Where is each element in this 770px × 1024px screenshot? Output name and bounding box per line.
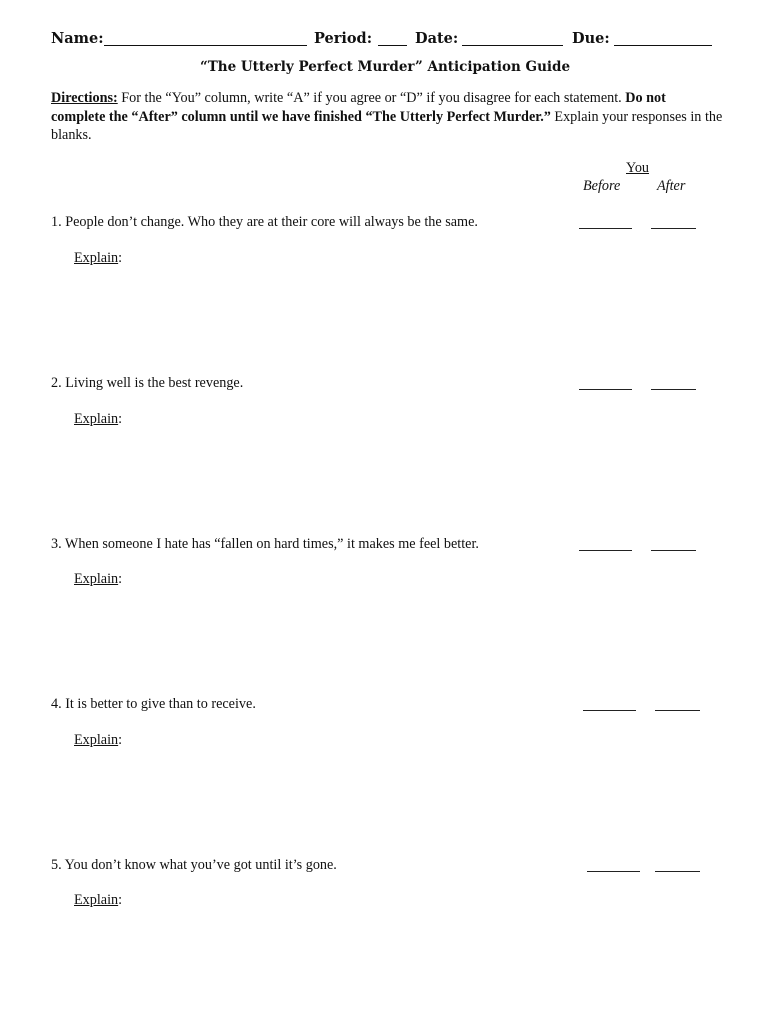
statement-1-after-blank[interactable]	[651, 228, 696, 229]
period-label: Period:	[314, 30, 373, 47]
date-blank[interactable]	[462, 45, 563, 46]
explain-colon: :	[118, 411, 123, 427]
explain-word: Explain	[74, 571, 119, 587]
statement-3-after-blank[interactable]	[651, 550, 696, 551]
date-label: Date:	[415, 30, 459, 47]
explain-word: Explain	[74, 732, 119, 748]
statement-5-before-blank[interactable]	[587, 871, 640, 872]
statement-4-after-blank[interactable]	[655, 710, 700, 711]
statement-3-before-blank[interactable]	[579, 550, 632, 551]
due-label: Due:	[572, 30, 610, 47]
column-after: After	[657, 178, 686, 194]
explain-word: Explain	[74, 892, 119, 908]
statement-1-explain-label	[74, 250, 122, 267]
explain-colon: :	[118, 250, 123, 266]
statement-2-explain-label	[74, 411, 122, 428]
worksheet-title: “The Utterly Perfect Murder” Anticipation Guide	[199, 59, 571, 75]
statement-5-explain-label	[74, 892, 122, 909]
directions-text-end: Explain your responses in the blanks.	[51, 108, 723, 143]
name-blank[interactable]	[104, 45, 307, 46]
explain-colon: :	[118, 732, 123, 748]
column-group-you: You	[626, 160, 650, 176]
directions-bold-text: Do not complete the “After” column until we have finished “The Utterly Perfect Murder	[51, 90, 666, 125]
explain-word: Explain	[74, 250, 119, 266]
statement-4-before-blank[interactable]	[583, 710, 636, 711]
statement-5: 5. You don’t know what you’ve got until it’s gone.	[51, 857, 337, 873]
explain-colon: :	[118, 892, 123, 908]
statement-2-after-blank[interactable]	[651, 389, 696, 390]
period-blank[interactable]	[378, 45, 407, 46]
statement-3-explain-label	[74, 571, 122, 588]
statement-1-before-blank[interactable]	[579, 228, 632, 229]
name-label: Name:	[51, 30, 104, 47]
statement-5-after-blank[interactable]	[655, 871, 700, 872]
due-blank[interactable]	[614, 45, 712, 46]
explain-colon: :	[118, 571, 123, 587]
statement-3: 3. When someone I hate has “fallen on hard times,” it makes me feel better.	[51, 536, 479, 552]
statement-1: 1. People don’t change. Who they are at their core will always be the same.	[51, 214, 478, 230]
directions	[51, 89, 723, 145]
directions-label: Directions:	[51, 90, 118, 106]
worksheet-header	[51, 30, 719, 50]
explain-word: Explain	[74, 411, 119, 427]
statement-2: 2. Living well is the best revenge.	[51, 375, 244, 391]
statement-4: 4. It is better to give than to receive.	[51, 696, 256, 712]
directions-bold-tail: .”	[540, 108, 551, 125]
column-before: Before	[583, 178, 621, 194]
statement-2-before-blank[interactable]	[579, 389, 632, 390]
statement-4-explain-label	[74, 732, 122, 749]
directions-text: For the “You” column, write “A” if you agree or “D” if you disagree for each statement.	[117, 90, 626, 106]
